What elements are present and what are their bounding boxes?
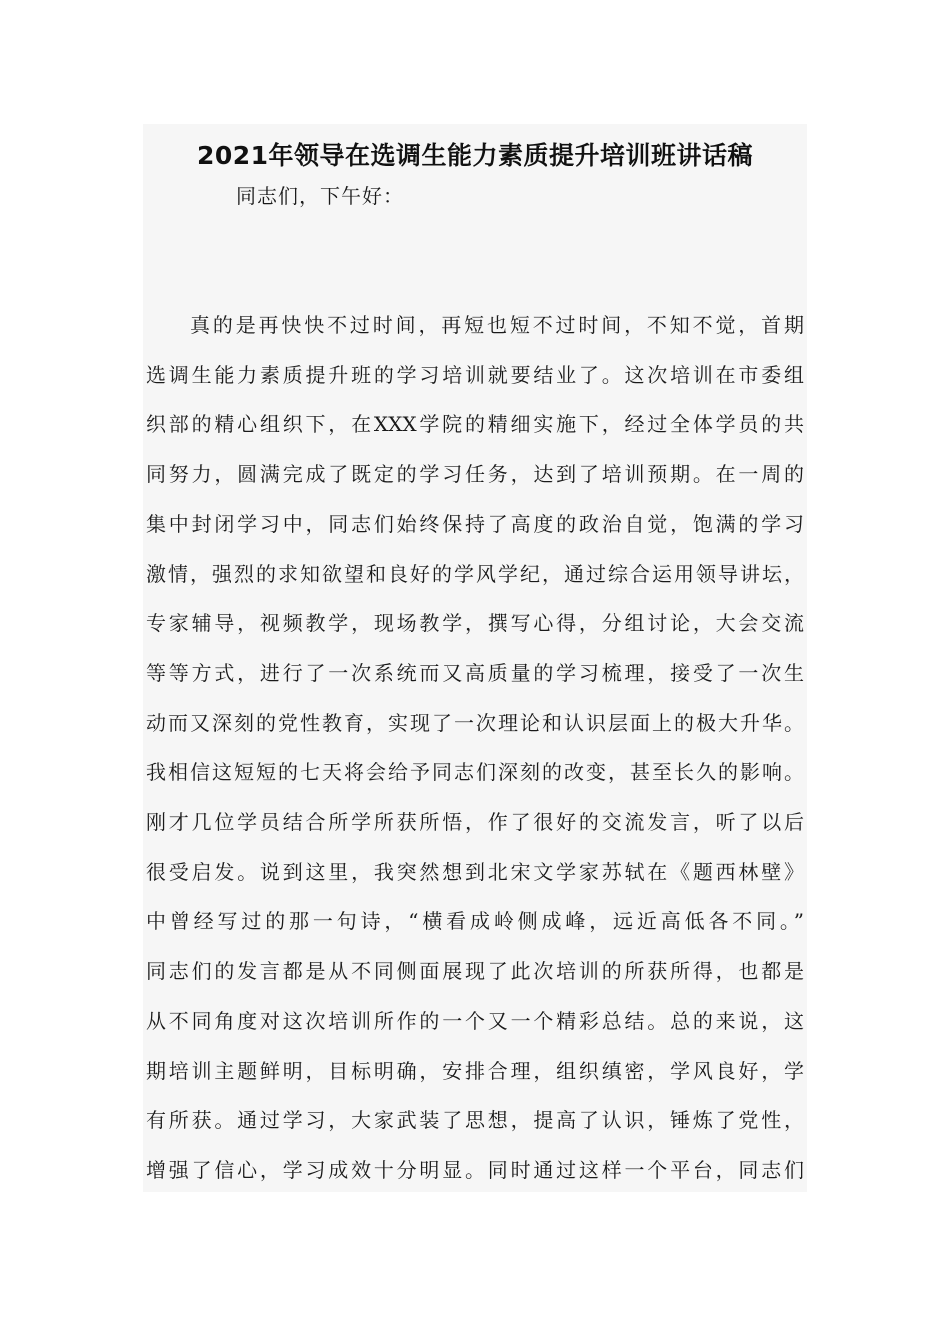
paragraph-line: 专家辅导，视频教学，现场教学，撰写心得，分组讨论，大会交流 [146,611,804,636]
paragraph-line: 动而又深刻的党性教育，实现了一次理论和认识层面上的极大升华。 [146,710,804,735]
document-title: 2021年领导在选调生能力素质提升培训班讲话稿 [196,141,754,170]
paragraph-line: 刚才几位学员结合所学所获所悟，作了很好的交流发言，听了以后 [146,810,804,835]
paragraph-line: 有所获。通过学习，大家武装了思想，提高了认识，锤炼了党性， [146,1108,804,1133]
paragraph-line: 集中封闭学习中，同志们始终保持了高度的政治自觉，饱满的学习 [146,511,804,536]
paragraph-line: 同志们的发言都是从不同侧面展现了此次培训的所获所得，也都是 [146,959,804,984]
paragraph-line: 选调生能力素质提升班的学习培训就要结业了。这次培训在市委组 [146,362,804,387]
greeting-line: 同志们，下午好： [236,184,404,208]
paragraph-line: 期培训主题鲜明，目标明确，安排合理，组织缜密，学风良好，学 [146,1058,804,1083]
paragraph-line: 等等方式，进行了一次系统而又高质量的学习梳理，接受了一次生 [146,660,804,685]
paragraph-line: 激情，强烈的求知欲望和良好的学风学纪，通过综合运用领导讲坛， [146,561,804,586]
paragraph-line: 中曾经写过的那一句诗，“横看成岭侧成峰，远近高低各不同。” [146,909,804,934]
paragraph-line: 我相信这短短的七天将会给予同志们深刻的改变，甚至长久的影响。 [146,760,804,785]
paragraph-line: 同努力，圆满完成了既定的学习任务，达到了培训预期。在一周的 [146,462,804,487]
paragraph-line: 增强了信心，学习成效十分明显。同时通过这样一个平台，同志们 [146,1157,804,1182]
paragraph-line: 真的是再快快不过时间，再短也短不过时间，不知不觉，首期 [190,313,804,337]
paragraph-line: 很受启发。说到这里，我突然想到北宋文学家苏轼在《题西林壁》 [146,859,804,884]
paragraph-line: 从不同角度对这次培训所作的一个又一个精彩总结。总的来说，这 [146,1008,804,1033]
paragraph-line: 织部的精心组织下，在XXX学院的精细实施下，经过全体学员的共 [146,412,804,437]
document-body [146,301,804,1196]
